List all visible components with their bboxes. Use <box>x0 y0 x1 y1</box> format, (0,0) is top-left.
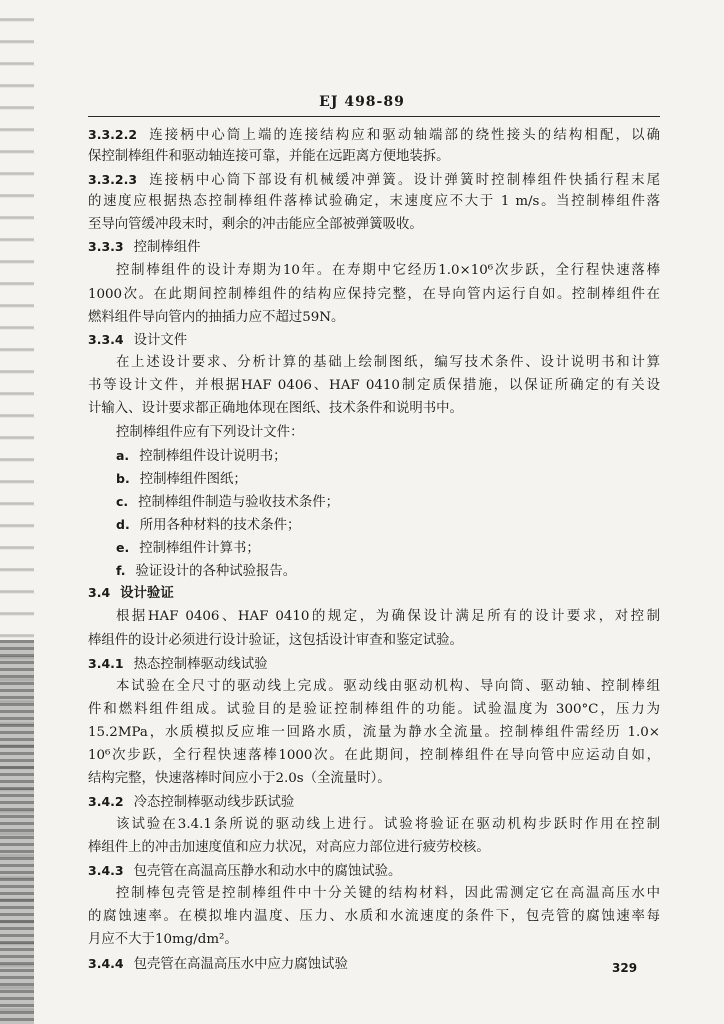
body-text: 结构完整，快速落棒时间应小于2.0s（全流量时）。 <box>88 771 391 786</box>
para-3-4-1-line-3 <box>88 722 660 744</box>
para-3-3-3-line-1 <box>116 260 660 282</box>
body-text: 根据HAF 0406、HAF 0410的规定，为确保设计满足所有的设计要求，对控制 <box>116 609 660 624</box>
clause-number: 3.3.2.3 <box>88 172 138 187</box>
list-marker: d. <box>116 517 130 532</box>
body-text: 保控制棒组件和驱动轴连接可靠，并能在远距离方便地装拆。 <box>88 149 450 164</box>
section-heading-3-4-3 <box>88 860 660 882</box>
clause-text: 连接柄中心筒上端的连接结构应和驱动轴端部的绕性接头的结构相配，以确 <box>147 128 660 143</box>
para-3-4-1-line-2 <box>88 699 660 721</box>
para-3-4-1-line-1 <box>116 676 660 698</box>
para-3-4-line-1 <box>116 606 660 628</box>
section-number: 3.3.4 <box>88 332 124 347</box>
section-title: 热态控制棒驱动线试验 <box>133 657 268 672</box>
list-item-b <box>116 468 660 490</box>
section-title: 冷态控制棒驱动线步跃试验 <box>133 795 295 810</box>
body-text: 棒组件的设计必须进行设计验证，这包括设计审查和鉴定试验。 <box>88 633 463 648</box>
section-title: 控制棒组件 <box>133 240 201 255</box>
body-text: 月应不大于10mg/dm²。 <box>88 932 238 947</box>
body-text: 的腐蚀速率。在模拟堆内温度、压力、水质和水流速度的条件下，包壳管的腐蚀速率每 <box>88 909 660 924</box>
para-3-4-3-line-3 <box>88 929 660 951</box>
body-text: 件和燃料组件组成。试验目的是验证控制棒组件的功能。试验温度为 300°C，压力为 <box>88 702 660 717</box>
section-heading-3-3-3 <box>88 236 660 258</box>
section-title: 包壳管在高温高压静水和动水中的腐蚀试验。 <box>133 864 402 879</box>
section-title: 包壳管在高温高压水中应力腐蚀试验 <box>133 957 348 972</box>
list-item-a <box>116 445 660 467</box>
list-marker: b. <box>116 471 130 486</box>
clause-3-3-2-3-line-1 <box>88 169 660 191</box>
body-text: 的速度应根据热态控制棒组件落棒试验确定，末速度应不大于 1 m/s。当控制棒组件落 <box>88 194 660 209</box>
para-3-4-1-line-4 <box>88 745 660 767</box>
list-item-text: 验证设计的各种试验报告。 <box>135 564 297 579</box>
binding-edge-shadow-lower <box>0 640 34 1024</box>
section-heading-3-4-2 <box>88 791 660 813</box>
body-text: 10⁶次步跃，全行程快速落棒1000次。在此期间，控制棒组件在导向管中应运动自如， <box>88 748 660 763</box>
section-heading-3-4-1 <box>88 653 660 675</box>
para-3-3-4-line-3 <box>88 398 660 420</box>
clause-3-3-2-3-line-3 <box>88 214 660 236</box>
para-3-3-4-line-1 <box>116 352 660 374</box>
section-number: 3.4 <box>88 585 111 600</box>
body-text: 书等设计文件，并根据HAF 0406、HAF 0410制定质保措施，以保证所确定的有关设 <box>88 378 660 393</box>
body-text: 至导向管缓冲段末时，剩余的冲击能应全部被弹簧吸收。 <box>88 217 423 232</box>
page-number: 329 <box>612 961 638 975</box>
section-heading-3-3-4 <box>88 329 660 351</box>
body-text: 计输入、设计要求都正确地体现在图纸、技术条件和说明书中。 <box>88 401 463 416</box>
section-title: 设计文件 <box>133 333 188 348</box>
para-3-4-line-2 <box>88 630 660 652</box>
list-marker: c. <box>116 494 129 509</box>
body-text: 15.2MPa，水质模拟反应堆一回路水质，流量为静水全流量。控制棒组件需经历 1.0× <box>88 725 660 740</box>
body-text: 本试验在全尺寸的驱动线上完成。驱动线由驱动机构、导向筒、驱动轴、控制棒组 <box>116 679 660 694</box>
body-text: 在上述设计要求、分析计算的基础上绘制图纸，编写技术条件、设计说明书和计算 <box>116 355 660 370</box>
clause-3-3-2-3-line-2 <box>88 191 660 213</box>
list-item-text: 控制棒组件制造与验收技术条件； <box>138 495 340 510</box>
section-number: 3.4.1 <box>88 656 124 671</box>
section-heading-3-4 <box>88 582 660 604</box>
body-text: 棒组件上的冲击加速度值和应力状况，对高应力部位进行疲劳校核。 <box>88 840 490 855</box>
list-marker: a. <box>116 448 130 463</box>
body-text: 控制棒组件的设计寿期为10年。在寿期中它经历1.0×10⁶次步跃，全行程快速落棒 <box>116 263 660 278</box>
para-3-3-3-line-3 <box>88 307 660 329</box>
para-3-4-3-line-1 <box>116 883 660 905</box>
body-text: 控制棒包壳管是控制棒组件中十分关键的结构材料，因此需测定它在高温高压水中 <box>116 886 660 901</box>
clause-3-3-2-2-line-1 <box>88 124 660 146</box>
design-documents-intro <box>116 422 660 444</box>
list-item-text: 控制棒组件设计说明书； <box>139 449 287 464</box>
para-3-4-2-line-2 <box>88 837 660 859</box>
list-marker: e. <box>116 540 130 555</box>
list-item-e <box>116 537 660 559</box>
list-item-c <box>116 491 660 513</box>
list-item-text: 所用各种材料的技术条件； <box>139 518 301 533</box>
list-item-text: 控制棒组件计算书； <box>139 541 260 556</box>
list-item-f <box>116 560 660 582</box>
para-3-4-1-line-5 <box>88 768 660 790</box>
body-text: 燃料组件导向管内的抽插力应不超过59N。 <box>88 310 345 325</box>
clause-number: 3.3.2.2 <box>88 127 138 142</box>
section-number: 3.4.3 <box>88 863 124 878</box>
section-heading-3-4-4 <box>88 953 660 975</box>
body-text: 1000次。在此期间控制棒组件的结构应保持完整，在导向管内运行自如。控制棒组件在 <box>88 287 660 302</box>
header-rule <box>88 116 660 117</box>
para-3-3-4-line-2 <box>88 375 660 397</box>
body-text: 控制棒组件应有下列设计文件： <box>116 425 304 440</box>
section-number: 3.3.3 <box>88 239 124 254</box>
clause-text: 连接柄中心筒下部设有机械缓冲弹簧。设计弹簧时控制棒组件快插行程末尾 <box>147 173 660 188</box>
list-marker: f. <box>116 563 126 578</box>
para-3-3-3-line-2 <box>88 284 660 306</box>
document-code-header: EJ 498-89 <box>319 94 405 110</box>
list-item-text: 控制棒组件图纸； <box>139 472 247 487</box>
body-text: 该试验在3.4.1条所说的驱动线上进行。试验将验证在驱动机构步跃时作用在控制 <box>116 817 660 832</box>
section-number: 3.4.2 <box>88 794 124 809</box>
section-number: 3.4.4 <box>88 956 124 971</box>
section-title: 设计验证 <box>120 585 174 601</box>
para-3-4-3-line-2 <box>88 906 660 928</box>
list-item-d <box>116 514 660 536</box>
para-3-4-2-line-1 <box>116 814 660 836</box>
clause-3-3-2-2-line-2 <box>88 146 660 168</box>
